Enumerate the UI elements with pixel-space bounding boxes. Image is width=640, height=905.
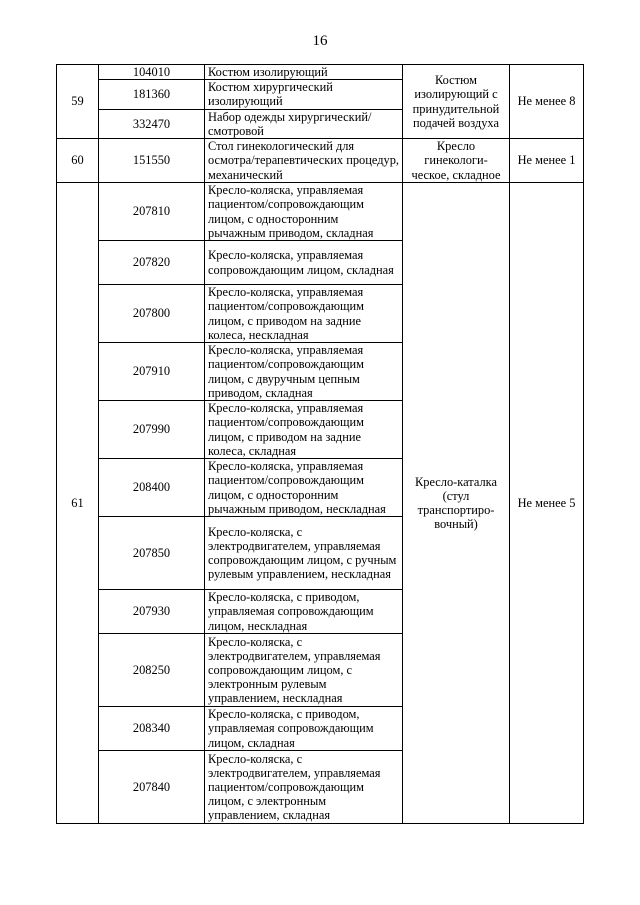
item-description: Стол гинекологический для осмотра/терапевтических процедур, механический — [205, 139, 403, 183]
item-description: Кресло-коляска, с электродвигателем, управляемая сопровождающим лицом, с ручным рулевым управлением, нескладная — [205, 517, 403, 590]
equipment-type: Кресло-каталка (стул транспортиро-вочный) — [403, 183, 510, 824]
item-code: 207990 — [99, 401, 205, 459]
quantity-requirement: Не менее 1 — [510, 139, 584, 183]
item-description: Кресло-коляска, с приводом, управляемая сопровождающим лицом, нескладная — [205, 590, 403, 634]
item-code: 207820 — [99, 241, 205, 285]
item-code: 208250 — [99, 634, 205, 707]
item-description: Набор одежды хирургический/смотровой — [205, 109, 403, 138]
item-description: Кресло-коляска, с электродвигателем, управляемая пациентом/сопровождающим лицом, с электронным управлением, складная — [205, 751, 403, 824]
item-description: Кресло-коляска, управляемая сопровождающим лицом, складная — [205, 241, 403, 285]
item-description: Кресло-коляска, управляемая пациентом/сопровождающим лицом, с приводом на задние колеса, нескладная — [205, 285, 403, 343]
item-code: 208400 — [99, 459, 205, 517]
item-code: 207930 — [99, 590, 205, 634]
item-description: Кресло-коляска, управляемая пациентом/сопровождающим лицом, с приводом на задние колеса, складная — [205, 401, 403, 459]
item-description: Кресло-коляска, управляемая пациентом/сопровождающим лицом, с двуручным цепным приводом, складная — [205, 343, 403, 401]
item-code: 207800 — [99, 285, 205, 343]
item-description: Кресло-коляска, с электродвигателем, управляемая сопровождающим лицом, с электронным рулевым управлением, нескладная — [205, 634, 403, 707]
row-number: 59 — [57, 65, 99, 139]
row-number: 61 — [57, 183, 99, 824]
item-code: 207840 — [99, 751, 205, 824]
quantity-requirement: Не менее 5 — [510, 183, 584, 824]
item-description: Костюм хирургический изолирующий — [205, 80, 403, 109]
item-code: 207910 — [99, 343, 205, 401]
equipment-type: Костюм изолирующий с принудительной подачей воздуха — [403, 65, 510, 139]
item-description: Кресло-коляска, с приводом, управляемая сопровождающим лицом, складная — [205, 707, 403, 751]
item-code: 207810 — [99, 183, 205, 241]
item-code: 181360 — [99, 80, 205, 109]
item-description: Костюм изолирующий — [205, 65, 403, 80]
item-code: 104010 — [99, 65, 205, 80]
quantity-requirement: Не менее 8 — [510, 65, 584, 139]
item-code: 332470 — [99, 109, 205, 138]
table-row — [57, 65, 584, 80]
page-number: 16 — [312, 33, 328, 49]
equipment-type: Кресло гинекологи-ческое, складное — [403, 139, 510, 183]
item-description: Кресло-коляска, управляемая пациентом/сопровождающим лицом, с односторонним рычажным приводом, складная — [205, 183, 403, 241]
item-code: 207850 — [99, 517, 205, 590]
table-row — [57, 139, 584, 183]
table-row — [57, 183, 584, 241]
item-description: Кресло-коляска, управляемая пациентом/сопровождающим лицом, с односторонним рычажным приводом, нескладная — [205, 459, 403, 517]
item-code: 208340 — [99, 707, 205, 751]
item-code: 151550 — [99, 139, 205, 183]
equipment-table — [56, 64, 584, 824]
row-number: 60 — [57, 139, 99, 183]
